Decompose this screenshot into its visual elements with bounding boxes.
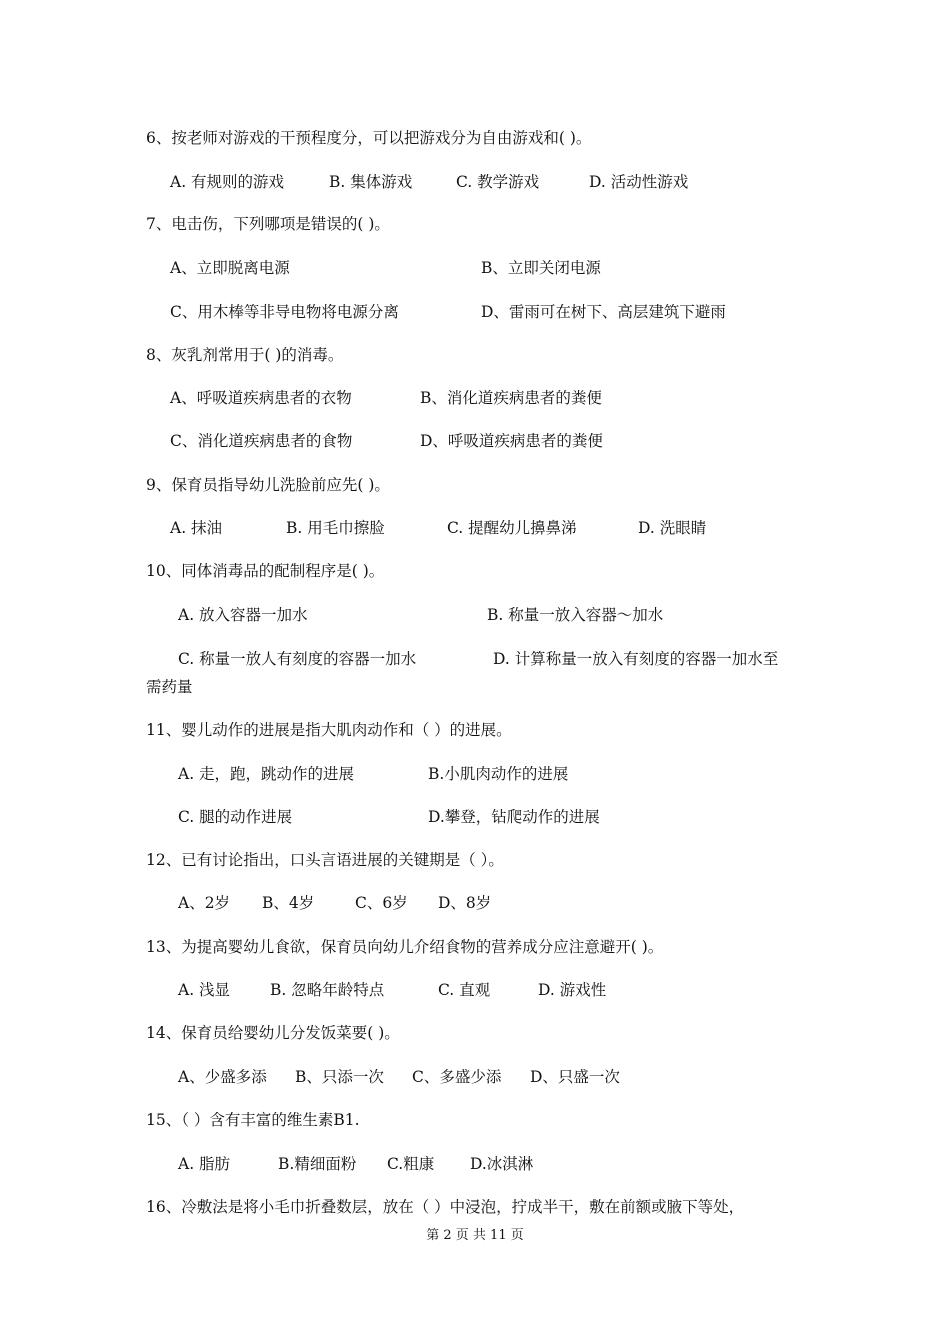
question-13-option-c: C. 直观 [438,981,491,999]
question-12-option-a: A、2岁 [178,894,231,912]
question-15-option-c: C.粗康 [387,1155,435,1173]
question-8-option-b: B、消化道疾病患者的粪便 [420,389,602,407]
question-16-stem: 16、冷敷法是将小毛巾折叠数层，放在（ ）中浸泡，拧成半干，敷在前额或腋下等处， [146,1198,745,1216]
question-7-option-a: A、立即脱离电源 [170,259,290,277]
question-9-stem: 9、保育员指导幼儿洗脸前应先( )。 [146,476,390,494]
question-11-stem: 11、婴儿动作的进展是指大肌肉动作和（ ）的进展。 [146,721,512,739]
question-8-stem: 8、灰乳剂常用于( )的消毒。 [146,346,344,364]
question-7-option-b: B、立即关闭电源 [481,259,601,277]
question-15-option-a: A. 脂肪 [178,1155,231,1173]
question-9-option-a: A. 抹油 [170,519,223,537]
question-11-option-c: C. 腿的动作进展 [178,808,293,826]
question-6-option-b: B. 集体游戏 [329,173,413,191]
question-10-option-c: C. 称量一放人有刻度的容器一加水 [178,650,417,668]
question-10-option-b: B. 称量一放入容器～加水 [487,606,664,624]
question-10-stem: 10、同体消毒品的配制程序是( )。 [146,562,385,580]
question-11-option-a: A. 走，跑，跳动作的进展 [178,765,355,783]
question-14-option-b: B、只添一次 [295,1068,384,1086]
question-13-option-d: D. 游戏性 [538,981,607,999]
question-6-option-d: D. 活动性游戏 [589,173,689,191]
question-8-option-a: A、呼吸道疾病患者的衣物 [170,389,352,407]
question-14-option-c: C、多盛少添 [412,1068,502,1086]
question-6-option-a: A. 有规则的游戏 [170,173,285,191]
question-6-option-c: C. 教学游戏 [456,173,540,191]
question-10-continuation: 需药量 [146,678,193,696]
question-11-option-b: B.小肌肉动作的进展 [428,765,569,783]
question-8-option-d: D、呼吸道疾病患者的粪便 [420,432,603,450]
question-7-option-d: D、雷雨可在树下、高层建筑下避雨 [481,303,726,321]
question-12-stem: 12、已有讨论指出，口头言语进展的关键期是（ ）。 [146,851,504,869]
question-10-option-a: A. 放入容器一加水 [178,606,308,624]
question-14-option-a: A、少盛多添 [178,1068,267,1086]
question-15-option-b: B.精细面粉 [278,1155,357,1173]
question-7-option-c: C、用木棒等非导电物将电源分离 [170,303,399,321]
question-14-stem: 14、保育员给婴幼儿分发饭菜要( )。 [146,1024,400,1042]
question-13-stem: 13、为提高婴幼儿食欲，保育员向幼儿介绍食物的营养成分应注意避开( )。 [146,938,664,956]
question-9-option-c: C. 提醒幼儿擤鼻涕 [447,519,577,537]
question-14-option-d: D、只盛一次 [530,1068,620,1086]
question-6-stem: 6、按老师对游戏的干预程度分，可以把游戏分为自由游戏和( )。 [146,129,592,147]
question-13-option-b: B. 忽略年龄特点 [270,981,385,999]
question-10-option-d: D. 计算称量一放入有刻度的容器一加水至 [493,650,779,668]
question-15-option-d: D.冰淇淋 [470,1155,534,1173]
question-8-option-c: C、消化道疾病患者的食物 [170,432,353,450]
question-13-option-a: A. 浅显 [178,981,231,999]
question-7-stem: 7、电击伤，下列哪项是错误的( )。 [146,215,390,233]
question-12-option-b: B、4岁 [262,894,315,912]
question-12-option-d: D、8岁 [438,894,492,912]
question-9-option-b: B. 用毛巾擦脸 [286,519,385,537]
question-11-option-d: D.攀登，钻爬动作的进展 [428,808,600,826]
question-9-option-d: D. 洗眼睛 [638,519,707,537]
page-number-footer: 第 2 页 共 11 页 [426,1228,524,1243]
question-12-option-c: C、6岁 [355,894,408,912]
question-15-stem: 15、（ ）含有丰富的维生素B1. [146,1111,360,1129]
